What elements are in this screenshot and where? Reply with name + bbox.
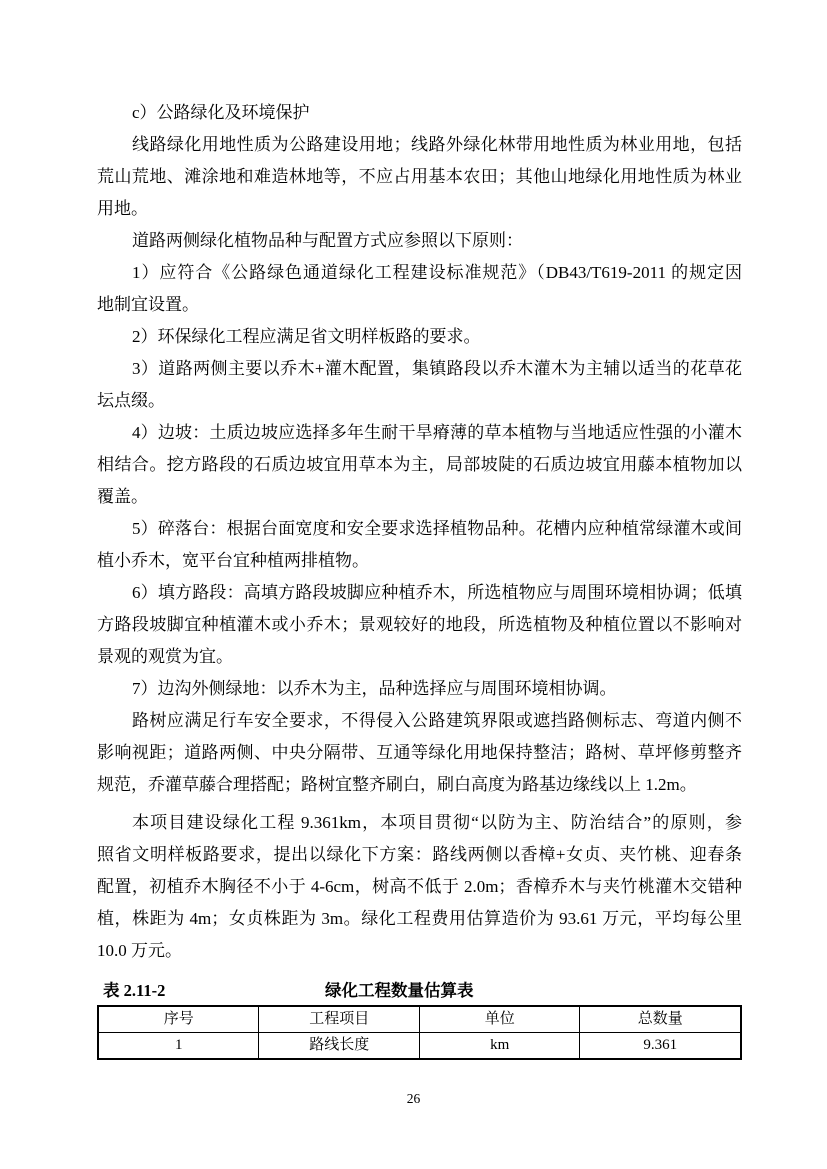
paragraph-line: 影响视距；道路两侧、中央分隔带、互通等绿化用地保持整洁；路树、草坪修剪整齐 xyxy=(97,743,742,762)
paragraph-line: 配置，初植乔木胸径不小于 4-6cm，树高不低于 2.0m；香樟乔木与夹竹桃灌木交错种 xyxy=(97,877,742,896)
table-header-cell: 序号 xyxy=(98,1006,259,1033)
paragraph-line: 植，株距为 4m；女贞株距为 3m。绿化工程费用估算造价为 93.61 万元，平均每公里 xyxy=(97,909,742,928)
table-header-cell: 总数量 xyxy=(580,1006,741,1033)
paragraph-line: 地制宜设置。 xyxy=(97,295,199,314)
paragraph-line: 荒山荒地、滩涂地和难造林地等，不应占用基本农田；其他山地绿化用地性质为林业 xyxy=(97,167,742,186)
paragraph xyxy=(97,577,742,673)
table-cell: 路线长度 xyxy=(259,1033,420,1060)
paragraph-line: 照省文明样板路要求，提出以绿化下方案：路线两侧以香樟+女贞、夹竹桃、迎春条 xyxy=(97,845,742,864)
paragraph xyxy=(97,807,742,967)
table-row xyxy=(98,1033,741,1060)
paragraph-line: 用地。 xyxy=(97,199,148,218)
paragraph-line: 6）填方路段：高填方路段坡脚应种植乔木，所选植物应与周围环境相协调；低填 xyxy=(132,583,742,602)
table-caption-title: 绿化工程数量估算表 xyxy=(325,981,474,1000)
paragraph-line: 7）边沟外侧绿地：以乔木为主，品种选择应与周围环境相协调。 xyxy=(132,679,617,698)
table-header-row xyxy=(98,1006,741,1033)
paragraph-line: 道路两侧绿化植物品种与配置方式应参照以下原则： xyxy=(132,231,523,250)
table-body xyxy=(98,1033,741,1060)
table-cell: 9.361 xyxy=(580,1033,741,1060)
paragraph xyxy=(97,129,742,225)
table-header-cell: 单位 xyxy=(419,1006,580,1033)
body-paragraphs xyxy=(97,97,742,967)
paragraph-line: 相结合。挖方路段的石质边坡宜用草本为主，局部坡陡的石质边坡宜用藤本植物加以 xyxy=(97,455,742,474)
table-cell: 1 xyxy=(98,1033,259,1060)
paragraph xyxy=(97,705,742,801)
paragraph-line: 3）道路两侧主要以乔木+灌木配置，集镇路段以乔木灌木为主辅以适当的花草花 xyxy=(132,359,742,378)
paragraph-line: 5）碎落台：根据台面宽度和安全要求选择植物品种。花槽内应种植常绿灌木或间 xyxy=(132,519,742,538)
table-row xyxy=(98,1006,741,1033)
paragraph-line: 4）边坡：土质边坡应选择多年生耐干旱瘠薄的草本植物与当地适应性强的小灌木 xyxy=(132,423,742,442)
paragraph-line: 规范，乔灌草藤合理搭配；路树宜整齐刷白，刷白高度为路基边缘线以上 1.2m。 xyxy=(97,775,697,794)
page-number: 26 xyxy=(406,1091,421,1106)
paragraph-line: 2）环保绿化工程应满足省文明样板路的要求。 xyxy=(132,327,481,346)
paragraph xyxy=(97,417,742,513)
paragraph xyxy=(97,225,742,257)
paragraph xyxy=(97,673,742,705)
paragraph-line: c）公路绿化及环境保护 xyxy=(132,103,310,122)
paragraph-line: 覆盖。 xyxy=(97,487,148,506)
paragraph-line: 植小乔木，宽平台宜种植两排植物。 xyxy=(97,551,369,570)
paragraph xyxy=(97,257,742,321)
table-cell: km xyxy=(419,1033,580,1060)
paragraph-line: 坛点缀。 xyxy=(97,391,165,410)
document-content xyxy=(97,97,742,1060)
paragraph xyxy=(97,321,742,353)
paragraph xyxy=(97,353,742,417)
table-caption xyxy=(97,977,742,1005)
greening-quantity-table xyxy=(97,1005,742,1060)
paragraph-line: 1）应符合《公路绿色通道绿化工程建设标准规范》（DB43/T619-2011 的规定因 xyxy=(132,263,742,282)
paragraph xyxy=(97,97,742,129)
paragraph-line: 线路绿化用地性质为公路建设用地；线路外绿化林带用地性质为林业用地，包括 xyxy=(132,135,742,154)
paragraph-line: 景观的观赏为宜。 xyxy=(97,647,233,666)
paragraph-line: 方路段坡脚宜种植灌木或小乔木；景观较好的地段，所选植物及种植位置以不影响对 xyxy=(97,615,742,634)
paragraph-line: 10.0 万元。 xyxy=(97,941,182,960)
paragraph xyxy=(97,513,742,577)
table-caption-label: 表 2.11-2 xyxy=(103,981,166,1000)
paragraph-line: 本项目建设绿化工程 9.361km，本项目贯彻“以防为主、防治结合”的原则，参 xyxy=(132,813,742,832)
table-header-cell: 工程项目 xyxy=(259,1006,420,1033)
paragraph-line: 路树应满足行车安全要求，不得侵入公路建筑界限或遮挡路侧标志、弯道内侧不 xyxy=(132,711,742,730)
